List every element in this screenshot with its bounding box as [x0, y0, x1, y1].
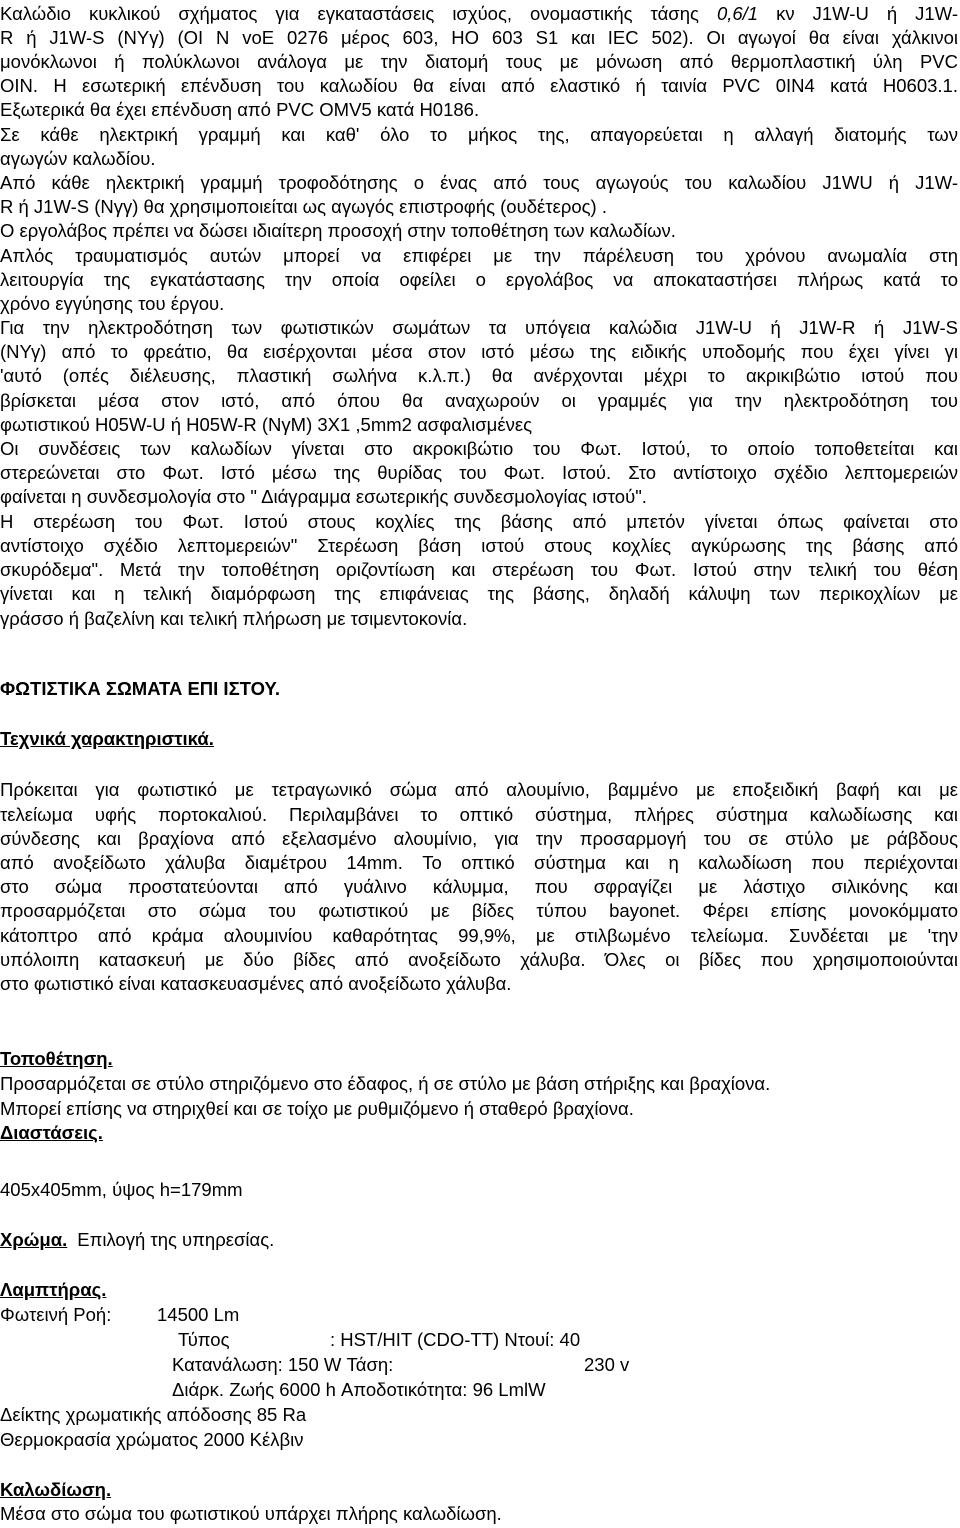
- text-line: Η στερέωση του Φωτ. Ιστού στους κοχλίες της βάσης από μπετόν γίνεται όπως φαίνεται στο: [0, 511, 958, 532]
- voltage-value: 230 v: [584, 1354, 630, 1375]
- power-label: Κατανάλωση: 150 W Τάση:: [172, 1354, 394, 1375]
- text-line: [0, 2, 958, 26]
- text-line: στερεώνεται στο Φωτ. Ιστό μέσω της θυρίδας του Φωτ. Ιστού. Στο αντίστοιχο σχέδιο λεπτομερειών: [0, 462, 958, 483]
- text-line: φαίνεται η συνδεσμολογία στο " Διάγραμμα εσωτερικής συνδεσμολογίας ιστού".: [0, 486, 647, 507]
- text-line: στο σώμα προστατεύονται από γυάλινο κάλυμμα, που σφραγίζει με λάστιχο σιλικόνης και: [0, 876, 958, 897]
- flux-value: 14500 Lm: [157, 1304, 240, 1325]
- section-title: ΦΩΤΙΣΤΙΚΑ ΣΩΜΑΤΑ ΕΠΙ ΙΣΤΟΥ.: [0, 678, 280, 699]
- text-line: Ο εργολάβος πρέπει να δώσει ιδιαίτερη προσοχή στην τοποθέτηση των καλωδίων.: [0, 220, 676, 241]
- text-line: τελείωμα υφής πορτοκαλιού. Περιλαμβάνει το οπτικό σύστημα, πλήρες σύστημα καλωδίωσης και: [0, 804, 958, 825]
- text-line: Για την ηλεκτροδότηση των φωτιστικών σωμάτων τα υπόγεια καλώδια J1W-U ή J1W-R ή J1W-S: [0, 317, 958, 338]
- text-line: λειτουργία της εγκατάστασης την οποία οφείλει ο εργολάβος να αποκαταστήσει πλήρως κατά το: [0, 269, 958, 290]
- text-line: αγωγών καλωδίου.: [0, 148, 156, 169]
- dims-heading: Διαστάσεις.: [0, 1122, 103, 1143]
- text-line: Εξωτερικά θα έχει επένδυση από PVC OMV5 κατά H0186.: [0, 99, 480, 120]
- install-heading: Τοποθέτηση.: [0, 1048, 113, 1069]
- type-label: Τύπος: [178, 1329, 230, 1350]
- text-line: κάτοπτρο από κράμα αλουμινίου καθαρότητας 99,9%, με στιλβωμένο τελείωμα. Συνδέεται με 'την: [0, 925, 958, 946]
- text-line: αντίστοιχο σχέδιο λεπτομερειών" Στερέωση βάση ιστού στους κοχλίες αγκύρωσης της βάσης από: [0, 535, 958, 556]
- flux-label: Φωτεινή Ροή:: [0, 1304, 112, 1325]
- text-line: φωτιστικού H05W-U ή H05W-R (NγΜ) 3X1 ,5mm2 ασφαλισμένες: [0, 414, 533, 435]
- text-line: βρίσκεται μέσα στον ιστό, από όπου θα αναχωρούν οι γραμμές για την ηλεκτροδότηση του: [0, 390, 958, 411]
- color-value: Επιλογή της υπηρεσίας.: [77, 1229, 275, 1250]
- text-line: Μπορεί επίσης να στηριχθεί και σε τοίχο με ρυθμιζόμενο ή σταθερό βραχίονα.: [0, 1098, 634, 1119]
- voltage-rating: 0,6/1: [716, 3, 759, 24]
- text-line: γράσσο ή βαζελίνη και τελική πλήρωση με τσιμεντοκονία.: [0, 608, 468, 629]
- text-line: μονόκλωνοι ή πολύκλωνοι ανάλογα με την διατομή τους με μόνωση από θερμοπλαστική ύλη PVC: [0, 51, 958, 72]
- text-line: υπόλοιπη κατασκευή με δύο βίδες από ανοξείδωτο χάλυβα. Όλες οι βίδες που χρησιμοποιούνται: [0, 949, 958, 970]
- text-line: σκυρόδεμα". Μετά την τοποθέτηση οριζοντίωση και στερέωση του Φωτ. Ιστού στην τελική του θέση: [0, 559, 958, 580]
- tech-heading: Τεχνικά χαρακτηριστικά.: [0, 728, 214, 749]
- text-line: σύνδεσης και βραχίονα από εξελασμένο αλουμίνιο, για την προσαρμογή του σε στύλο με ράβδους: [0, 828, 958, 849]
- text-line: Από κάθε ηλεκτρική γραμμή τροφοδότησης ο ένας από τους αγωγούς του καλωδίου J1WU ή J1W-: [0, 172, 958, 193]
- text-line: χρόνο εγγύησης του έργου.: [0, 293, 225, 314]
- text-line: Οι συνδέσεις των καλωδίων γίνεται στο ακροκιβώτιο του Φωτ. Ιστού, το οποίο τοποθετείται και: [0, 438, 958, 459]
- color-heading: Χρώμα.: [0, 1229, 68, 1250]
- cri-line: Δείκτης χρωματικής απόδοσης 85 Ra: [0, 1404, 307, 1425]
- lamp-heading: Λαμπτήρας.: [0, 1279, 107, 1300]
- text-line: προσαρμόζεται στο σώμα του φωτιστικού με βίδες τύπου bayonet. Φέρει επίσης μονοκόμματο: [0, 900, 958, 921]
- text-line: OIN. Η εσωτερική επένδυση του καλωδίου θα είναι από ελαστικό ή ταινία PVC 0IN4 κατά H0603.1.: [0, 75, 958, 96]
- text-line: R ή J1W-S (Nγγ) θα χρησιμοποιείται ως αγωγός επιστροφής (ουδέτερος) .: [0, 196, 607, 217]
- text-line: Μέσα στο σώμα του φωτιστικού υπάρχει πλήρης καλωδίωση.: [0, 1503, 502, 1524]
- text-line: R ή J1W-S (NYγ) (OI N voE 0276 μέρος 603, HO 603 S1 και IEC 502). Οι αγωγοί θα είναι χάλκινοι: [0, 27, 958, 48]
- text-line: από ανοξείδωτο χάλυβα διαμέτρου 14mm. Το οπτικό σύστημα και η καλωδίωση που περιέχονται: [0, 852, 958, 873]
- text-line: 'αυτό (οπές διέλευσης, πλαστική σωλήνα κ.λ.π.) θα ανέρχονται μέχρι το ακρικιβώτιο ιστού που: [0, 365, 958, 386]
- text-line: Απλός τραυματισμός αυτών μπορεί να επιφέρει με την πάρέλευση του χρόνου ανωμαλία στη: [0, 245, 958, 266]
- text-line: στο φωτιστικό είναι κατασκευασμένες από ανοξείδωτο χάλυβα.: [0, 973, 512, 994]
- text-line: (NΥγ) από το φρεάτιο, θα εισέρχονται μέσα στον ιστό μέσω της ειδικής υποδομής που έχει γίνει γι: [0, 341, 958, 362]
- wiring-heading: Καλωδίωση.: [0, 1479, 112, 1500]
- dims-value: 405x405mm, ύψος h=179mm: [0, 1179, 243, 1200]
- text-span: κν J1W-U ή J1W-: [758, 3, 958, 24]
- cct-line: Θερμοκρασία χρώματος 2000 Κέλβιν: [0, 1429, 304, 1450]
- text-line: γίνεται και η τελική διαμόρφωση της επιφάνειας της βάσης, δηλαδή κάλυψη των περικοχλίων με: [0, 583, 958, 604]
- text-span: Καλώδιο κυκλικού σχήματος για εγκαταστάσεις ισχύος, ονομαστικής τάσης: [0, 3, 717, 24]
- color-line: [0, 1228, 958, 1252]
- type-value: : HST/HIT (CDO-TT) Ντουί: 40: [330, 1329, 581, 1350]
- text-line: Σε κάθε ηλεκτρική γραμμή και καθ' όλο το μήκος της, απαγορεύεται η αλλαγή διατομής των: [0, 124, 958, 145]
- text-line: Προσαρμόζεται σε στύλο στηριζόμενο στο έδαφος, ή σε στύλο με βάση στήριξης και βραχίονα.: [0, 1073, 771, 1094]
- text-line: Πρόκειται για φωτιστικό με τετραγωνικό σώμα από αλουμίνιο, βαμμένο με εποξειδική βαφή και με: [0, 779, 958, 800]
- life-line: Διάρκ. Ζωής 6000 h Αποδοτικότητα: 96 LmlW: [172, 1379, 546, 1400]
